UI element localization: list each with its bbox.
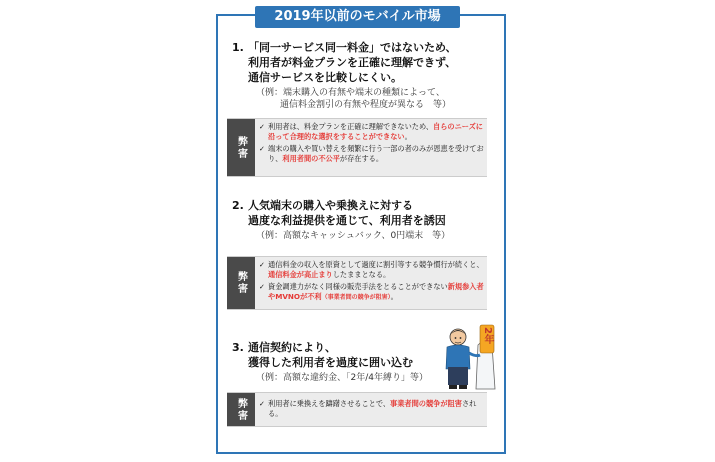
drawback-badge: 弊害	[227, 393, 255, 426]
section-1-heading: 1. 「同一サービス同一料金」ではないため、 利用者が料金プランを正確に理解できず、 通信サービスを比較しにくい。	[232, 41, 457, 84]
section-1-number: 1.	[232, 41, 244, 54]
drawback-item: ✓ 端末の購入や買い替えを頻繁に行う一部の者のみが恩恵を受けており、利用者間の不公平が存在する。	[259, 144, 484, 163]
section-3-drawback-box	[227, 392, 487, 427]
drawback-item: ✓ 利用者に乗換えを躊躇させることで、事業者間の競争が阻害される。	[259, 399, 477, 418]
section-2-drawback-box	[227, 256, 487, 310]
section-1-drawback-box	[227, 118, 487, 177]
lock-in-illustration	[440, 323, 498, 395]
section-3-number: 3.	[232, 341, 244, 354]
check-icon: ✓	[259, 145, 265, 153]
check-icon: ✓	[259, 123, 265, 131]
drawback-badge: 弊害	[227, 119, 255, 176]
section-2	[232, 198, 502, 242]
drawback-item: ✓ 利用者は、料金プランを正確に理解できないため、自らのニーズに沿って合理的な選択をすることができない。	[259, 122, 483, 141]
drawback-badge: 弊害	[227, 257, 255, 309]
section-3-heading: 3. 通信契約により、 獲得した利用者を過度に囲い込む	[232, 341, 413, 369]
drawback-item: ✓ 資金調達力がなく同様の販売手法をとることができない新規参入者やMVNOが不利（事業者間の競争が阻害）。	[259, 282, 484, 301]
drawback-item: ✓ 通信料金の収入を原資として過度に割引等する競争慣行が続くと、通信料金が高止まりしたままとなる。	[259, 260, 484, 279]
sign-text: 2年	[482, 327, 493, 344]
check-icon: ✓	[259, 261, 265, 269]
section-3-example: （例：高額な違約金、「2年/4年縛り」等）	[256, 373, 428, 383]
check-icon: ✓	[259, 283, 265, 291]
section-2-example: （例：高額なキャッシュバック、0円端末 等）	[256, 231, 451, 241]
section-2-heading: 2. 人気端末の購入や乗換えに対する 過度な利益提供を通じて、利用者を誘因	[232, 199, 446, 227]
section-2-number: 2.	[232, 199, 244, 212]
page-title: 2019年以前のモバイル市場	[255, 6, 460, 28]
section-1-example: （例：端末購入の有無や端末の種類によって、 通信料金割引の有無や程度が異なる 等）	[256, 88, 452, 110]
section-1	[232, 40, 502, 111]
check-icon: ✓	[259, 400, 265, 408]
section-3	[232, 340, 432, 384]
